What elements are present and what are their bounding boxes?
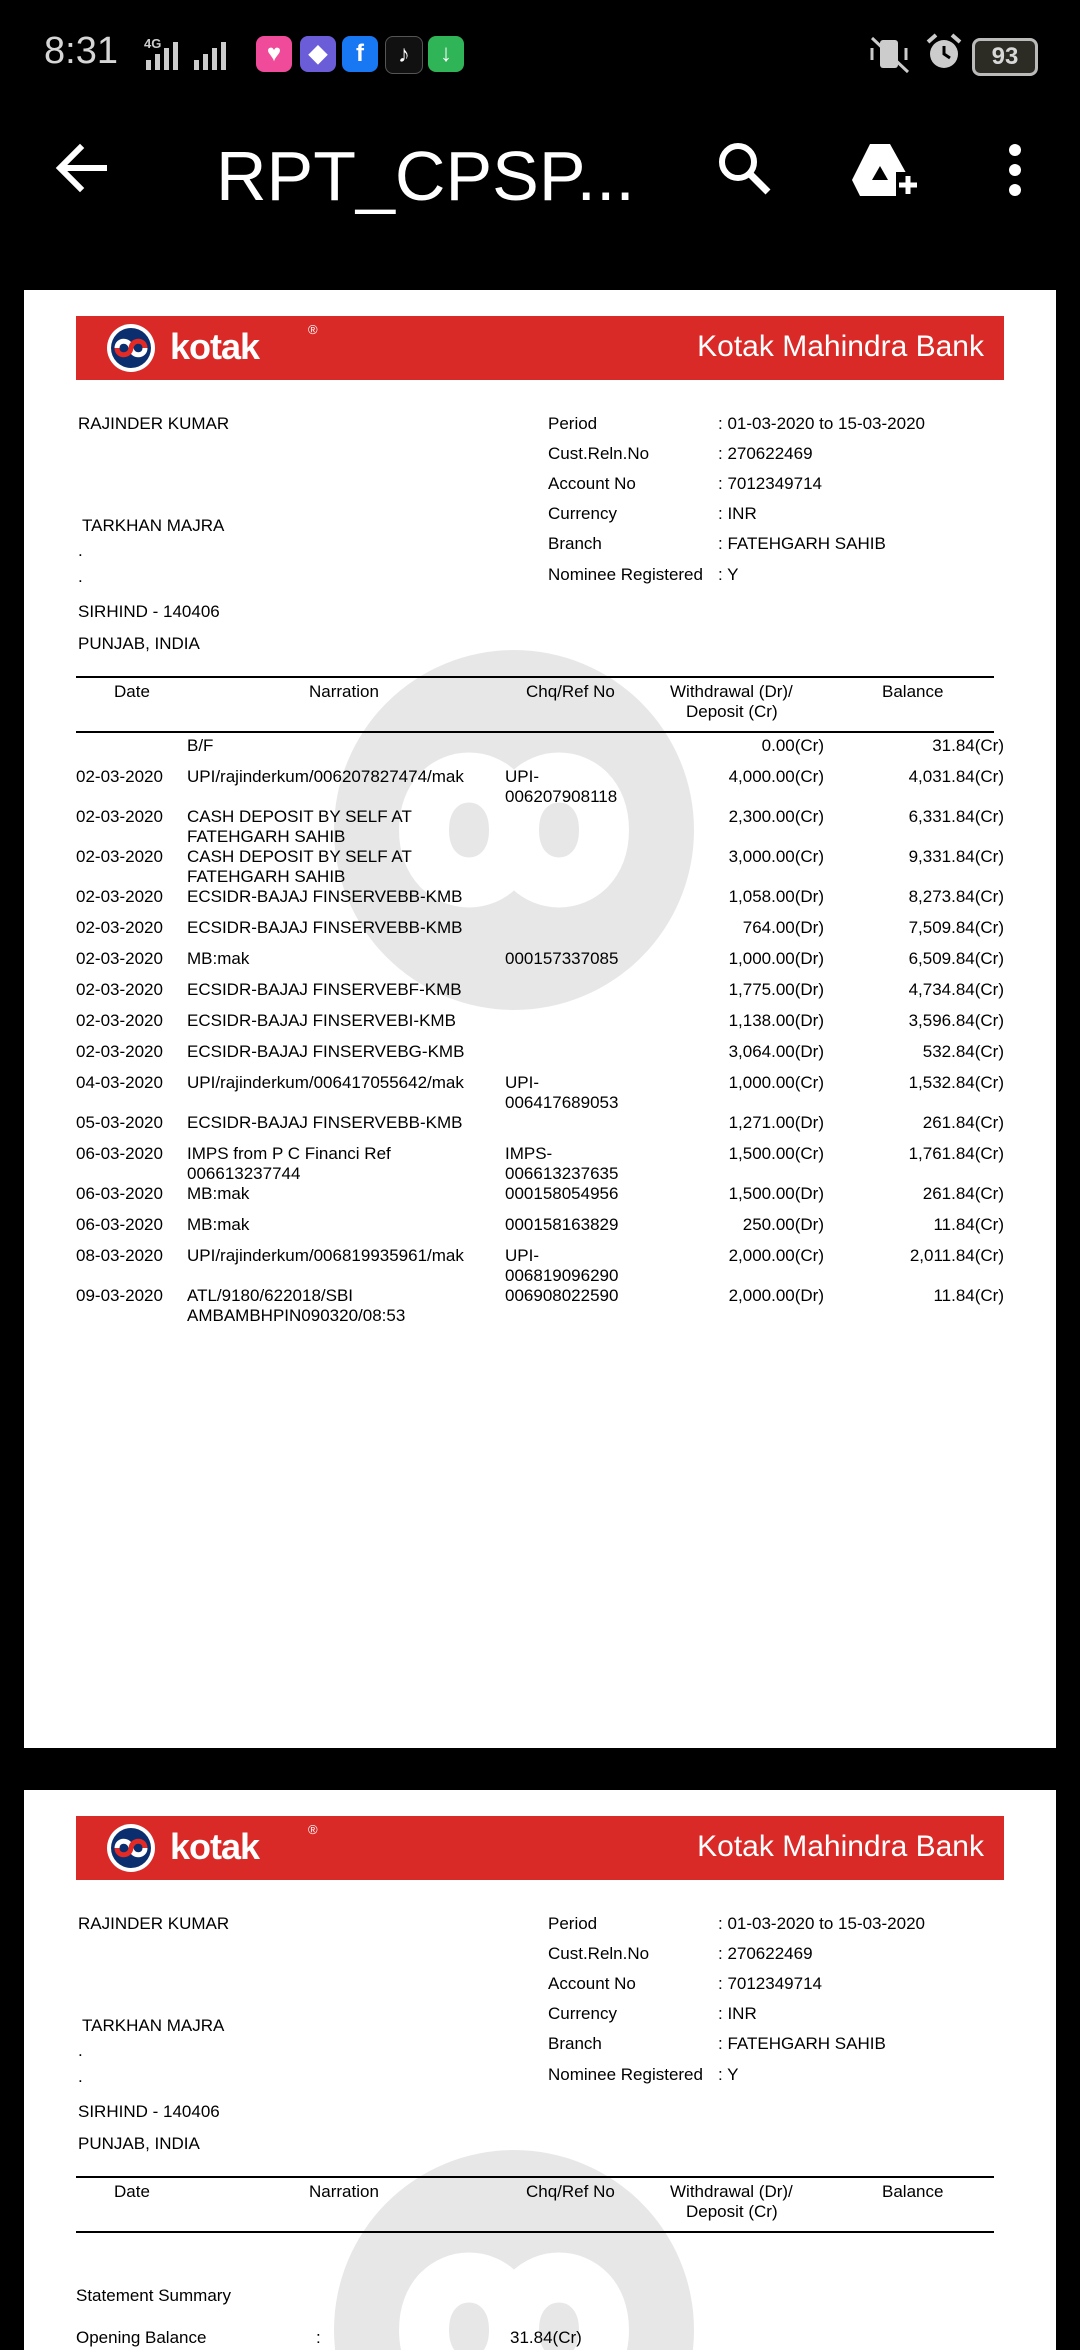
row-narration: UPI/rajinderkum/006819935961/mak xyxy=(187,1246,464,1265)
row-date: 06-03-2020 xyxy=(76,1184,163,1203)
row-balance: 8,273.84(Cr) xyxy=(908,887,1004,906)
customer-city: SIRHIND - 140406 xyxy=(78,602,220,621)
column-header-ref: Chq/Ref No xyxy=(526,2182,615,2201)
row-balance: 7,509.84(Cr) xyxy=(908,918,1004,937)
row-balance: 2,011.84(Cr) xyxy=(909,1246,1004,1265)
customer-address-line2: . xyxy=(78,2041,83,2060)
row-date: 02-03-2020 xyxy=(76,949,163,968)
info-label: Account No xyxy=(548,474,636,493)
row-balance: 532.84(Cr) xyxy=(922,1042,1004,1061)
bank-header-banner xyxy=(76,316,1004,380)
customer-name: RAJINDER KUMAR xyxy=(78,1914,230,1933)
row-ref: 000158054956 xyxy=(505,1184,619,1203)
likee-app-icon: ♥ xyxy=(256,36,292,72)
row-narration: MB:mak xyxy=(187,949,250,968)
column-header-deposit: Deposit (Cr) xyxy=(686,2202,778,2221)
row-balance: 261.84(Cr) xyxy=(922,1113,1004,1132)
bf-balance: 31.84(Cr) xyxy=(932,736,1004,755)
info-label: Cust.Reln.No xyxy=(548,444,650,463)
customer-address-line2: . xyxy=(78,541,83,560)
row-date: 04-03-2020 xyxy=(76,1073,163,1092)
row-narration-line2: AMBAMBHPIN090320/08:53 xyxy=(187,1306,406,1325)
info-label: Period xyxy=(548,414,598,433)
statement-page-1[interactable] xyxy=(24,290,1056,1748)
row-balance: 4,734.84(Cr) xyxy=(908,980,1004,999)
mobile-signal-icon xyxy=(140,34,240,74)
customer-address-line1: TARKHAN MAJRA xyxy=(82,516,225,535)
row-narration-line2: FATEHGARH SAHIB xyxy=(187,827,346,846)
row-amount: 1,000.00(Dr) xyxy=(728,949,824,968)
column-header-ref: Chq/Ref No xyxy=(526,682,615,701)
row-amount: 1,775.00(Dr) xyxy=(728,980,824,999)
battery-indicator: 93 xyxy=(972,38,1038,76)
row-narration: ATL/9180/622018/SBI xyxy=(187,1286,354,1305)
row-amount: 3,000.00(Cr) xyxy=(728,847,824,866)
column-header-deposit: Deposit (Cr) xyxy=(686,702,778,721)
column-header-withdrawal: Withdrawal (Dr)/ xyxy=(670,2182,793,2201)
bank-header-banner xyxy=(76,1816,1004,1880)
row-date: 08-03-2020 xyxy=(76,1246,163,1265)
back-arrow-icon[interactable] xyxy=(54,140,110,196)
info-value: : INR xyxy=(718,2004,757,2023)
alarm-icon xyxy=(924,32,964,72)
info-value: : 270622469 xyxy=(718,444,813,463)
column-header-narration: Narration xyxy=(309,2182,379,2201)
row-narration: ECSIDR-BAJAJ FINSERVEBB-KMB xyxy=(187,1113,463,1132)
row-ref: UPI- xyxy=(505,1246,539,1265)
status-time: 8:31 xyxy=(44,30,118,72)
row-ref: 006908022590 xyxy=(505,1286,619,1305)
row-balance: 1,532.84(Cr) xyxy=(908,1073,1004,1092)
row-amount: 4,000.00(Cr) xyxy=(728,767,824,786)
document-title: RPT_CPSP... xyxy=(216,137,635,215)
row-ref: UPI- xyxy=(505,1073,539,1092)
download-app-icon: ↓ xyxy=(428,36,464,72)
row-narration: ECSIDR-BAJAJ FINSERVEBG-KMB xyxy=(187,1042,465,1061)
table-header-bottom-rule xyxy=(76,731,994,733)
row-narration-line2: 006613237744 xyxy=(187,1164,301,1183)
opening-balance-label: Opening Balance xyxy=(76,2328,207,2347)
customer-address-line3: . xyxy=(78,567,83,586)
row-ref-line2: 006613237635 xyxy=(505,1164,619,1183)
row-balance: 3,596.84(Cr) xyxy=(908,1011,1004,1030)
bank-name: Kotak Mahindra Bank xyxy=(697,1830,984,1863)
row-narration: IMPS from P C Financi Ref xyxy=(187,1144,391,1163)
row-ref-line2: 006417689053 xyxy=(505,1093,619,1112)
more-options-icon[interactable] xyxy=(1000,142,1030,198)
messenger-app-icon: ◆ xyxy=(300,36,336,72)
row-balance: 11.84(Cr) xyxy=(933,1286,1004,1305)
row-amount: 1,138.00(Dr) xyxy=(728,1011,824,1030)
add-to-drive-icon[interactable] xyxy=(852,140,922,200)
info-label: Branch xyxy=(548,534,602,553)
opening-balance-value: 31.84(Cr) xyxy=(510,2328,582,2347)
row-balance: 1,761.84(Cr) xyxy=(908,1144,1004,1163)
row-date: 02-03-2020 xyxy=(76,1011,163,1030)
info-label: Currency xyxy=(548,504,617,523)
customer-state: PUNJAB, INDIA xyxy=(78,634,200,653)
column-header-balance: Balance xyxy=(882,2182,944,2201)
kotak-logo-icon xyxy=(106,1823,156,1873)
row-date: 05-03-2020 xyxy=(76,1113,163,1132)
row-balance: 4,031.84(Cr) xyxy=(908,767,1004,786)
row-narration: MB:mak xyxy=(187,1215,250,1234)
customer-address-line3: . xyxy=(78,2067,83,2086)
statement-page-2[interactable] xyxy=(24,1790,1056,2350)
row-amount: 3,064.00(Dr) xyxy=(728,1042,824,1061)
info-value: : 7012349714 xyxy=(718,1974,822,1993)
kotak-watermark-logo xyxy=(314,2130,714,2350)
row-amount: 1,058.00(Dr) xyxy=(728,887,824,906)
bf-label: B/F xyxy=(187,736,214,755)
bf-amount: 0.00(Cr) xyxy=(761,736,824,755)
column-header-date: Date xyxy=(114,682,150,701)
row-date: 02-03-2020 xyxy=(76,980,163,999)
status-bar xyxy=(0,0,1080,110)
info-value: : FATEHGARH SAHIB xyxy=(718,534,886,553)
facebook-app-icon: f xyxy=(342,36,378,72)
row-amount: 1,000.00(Cr) xyxy=(728,1073,824,1092)
info-label: Currency xyxy=(548,2004,617,2023)
table-header-top-rule xyxy=(76,2176,994,2178)
opening-balance-colon: : xyxy=(316,2328,321,2347)
row-ref: 000158163829 xyxy=(505,1215,619,1234)
search-icon[interactable] xyxy=(714,138,774,198)
row-narration: UPI/rajinderkum/006207827474/mak xyxy=(187,767,464,786)
kotak-wordmark: kotak xyxy=(170,326,260,367)
row-amount: 1,500.00(Dr) xyxy=(728,1184,824,1203)
row-date: 06-03-2020 xyxy=(76,1144,163,1163)
customer-address-line1: TARKHAN MAJRA xyxy=(82,2016,225,2035)
info-label: Nominee Registered xyxy=(548,2065,703,2084)
row-date: 09-03-2020 xyxy=(76,1286,163,1305)
row-narration: ECSIDR-BAJAJ FINSERVEBI-KMB xyxy=(187,1011,456,1030)
row-amount: 764.00(Dr) xyxy=(742,918,824,937)
kotak-wordmark: kotak xyxy=(170,1826,260,1867)
info-value: : Y xyxy=(718,565,739,584)
customer-city: SIRHIND - 140406 xyxy=(78,2102,220,2121)
info-value: : FATEHGARH SAHIB xyxy=(718,2034,886,2053)
info-label: Account No xyxy=(548,1974,636,1993)
row-date: 02-03-2020 xyxy=(76,887,163,906)
kotak-logo-icon xyxy=(106,323,156,373)
row-date: 06-03-2020 xyxy=(76,1215,163,1234)
registered-mark: ® xyxy=(308,1822,318,1837)
row-narration-line2: FATEHGARH SAHIB xyxy=(187,867,346,886)
bank-name: Kotak Mahindra Bank xyxy=(697,330,984,363)
column-header-balance: Balance xyxy=(882,682,944,701)
statement-summary-title: Statement Summary xyxy=(76,2286,231,2305)
row-date: 02-03-2020 xyxy=(76,1042,163,1061)
column-header-narration: Narration xyxy=(309,682,379,701)
row-date: 02-03-2020 xyxy=(76,807,163,826)
column-header-withdrawal: Withdrawal (Dr)/ xyxy=(670,682,793,701)
customer-state: PUNJAB, INDIA xyxy=(78,2134,200,2153)
info-value: : 270622469 xyxy=(718,1944,813,1963)
info-value: : 7012349714 xyxy=(718,474,822,493)
table-header-bottom-rule xyxy=(76,2231,994,2233)
info-value: : 01-03-2020 to 15-03-2020 xyxy=(718,414,925,433)
row-balance: 11.84(Cr) xyxy=(933,1215,1004,1234)
row-balance: 6,509.84(Cr) xyxy=(908,949,1004,968)
info-label: Cust.Reln.No xyxy=(548,1944,650,1963)
row-amount: 1,271.00(Dr) xyxy=(728,1113,824,1132)
info-value: : Y xyxy=(718,2065,739,2084)
network-type-label: 4G xyxy=(144,36,162,51)
info-label: Branch xyxy=(548,2034,602,2053)
row-date: 02-03-2020 xyxy=(76,767,163,786)
customer-name: RAJINDER KUMAR xyxy=(78,414,230,433)
row-narration: UPI/rajinderkum/006417055642/mak xyxy=(187,1073,464,1092)
row-balance: 6,331.84(Cr) xyxy=(908,807,1004,826)
tiktok-app-icon: ♪ xyxy=(385,36,423,74)
row-amount: 250.00(Dr) xyxy=(742,1215,824,1234)
info-label: Period xyxy=(548,1914,598,1933)
registered-mark: ® xyxy=(308,322,318,337)
row-ref: UPI- xyxy=(505,767,539,786)
row-amount: 2,300.00(Cr) xyxy=(728,807,824,826)
row-narration: CASH DEPOSIT BY SELF AT xyxy=(187,807,412,826)
row-amount: 2,000.00(Dr) xyxy=(728,1286,824,1305)
row-amount: 1,500.00(Cr) xyxy=(728,1144,824,1163)
row-balance: 261.84(Cr) xyxy=(922,1184,1004,1203)
row-narration: ECSIDR-BAJAJ FINSERVEBB-KMB xyxy=(187,918,463,937)
column-header-date: Date xyxy=(114,2182,150,2201)
row-date: 02-03-2020 xyxy=(76,918,163,937)
row-ref: 000157337085 xyxy=(505,949,619,968)
row-ref-line2: 006819096290 xyxy=(505,1266,619,1285)
row-balance: 9,331.84(Cr) xyxy=(908,847,1004,866)
row-narration: ECSIDR-BAJAJ FINSERVEBF-KMB xyxy=(187,980,462,999)
row-narration: CASH DEPOSIT BY SELF AT xyxy=(187,847,412,866)
info-label: Nominee Registered xyxy=(548,565,703,584)
table-header-top-rule xyxy=(76,676,994,678)
row-narration: ECSIDR-BAJAJ FINSERVEBB-KMB xyxy=(187,887,463,906)
info-value: : 01-03-2020 to 15-03-2020 xyxy=(718,1914,925,1933)
row-amount: 2,000.00(Cr) xyxy=(728,1246,824,1265)
info-value: : INR xyxy=(718,504,757,523)
vibrate-off-icon xyxy=(868,34,912,74)
row-narration: MB:mak xyxy=(187,1184,250,1203)
row-ref: IMPS- xyxy=(505,1144,553,1163)
row-date: 02-03-2020 xyxy=(76,847,163,866)
row-ref-line2: 006207908118 xyxy=(505,787,618,806)
